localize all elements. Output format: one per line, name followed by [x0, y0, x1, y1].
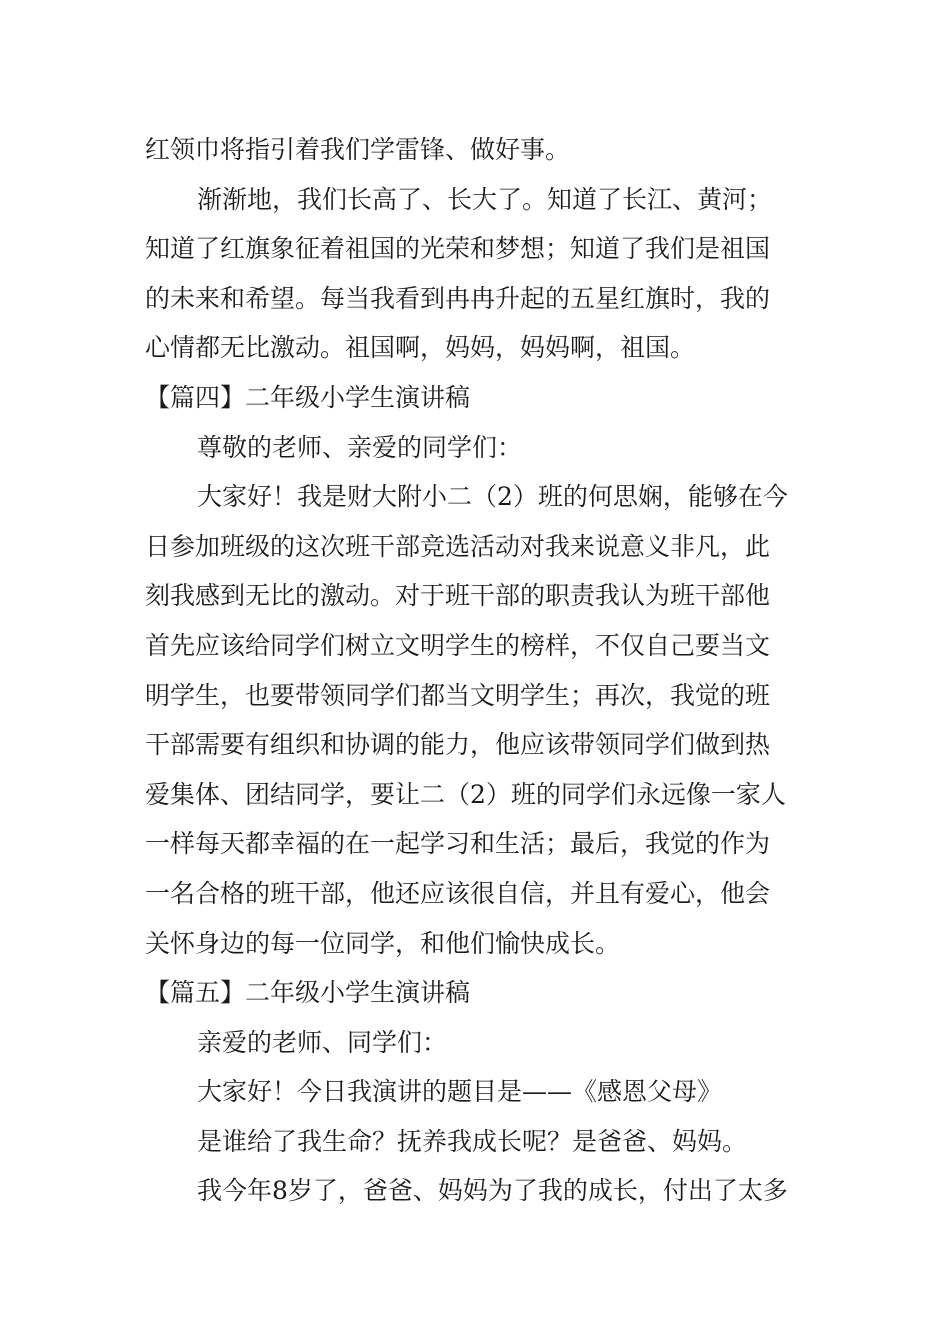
document-body	[145, 125, 815, 1216]
paragraph-line: 日参加班级的这次班干部竞选活动对我来说意义非凡，此	[145, 531, 771, 561]
paragraph-line: 首先应该给同学们树立文明学生的榜样，不仅自己要当文	[145, 630, 771, 660]
salutation-line: 尊敬的老师、亲爱的同学们：	[197, 432, 523, 462]
paragraph-line: 的未来和希望。每当我看到冉冉升起的五星红旗时，我的	[145, 283, 771, 313]
paragraph-line: 红领巾将指引着我们学雷锋、做好事。	[145, 135, 571, 164]
paragraph-line: 知道了红旗象征着祖国的光荣和梦想；知道了我们是祖国	[145, 234, 771, 264]
paragraph-line: 大家好！我是财大附小二（2）班的何思娴，能够在今	[197, 482, 788, 512]
section-heading-4: 【篇四】二年级小学生演讲稿	[145, 382, 471, 412]
paragraph-line: 一样每天都幸福的在一起学习和生活；最后，我觉的作为	[145, 829, 771, 859]
paragraph-line: 一名合格的班干部，他还应该很自信，并且有爱心，他会	[145, 878, 771, 908]
paragraph-line: 是谁给了我生命？抚养我成长呢？是爸爸、妈妈。	[197, 1126, 748, 1156]
paragraph-line: 心情都无比激动。祖国啊，妈妈，妈妈啊，祖国。	[145, 333, 696, 363]
salutation-line: 亲爱的老师、同学们：	[197, 1027, 448, 1057]
paragraph-line: 爱集体、团结同学，要让二（2）班的同学们永远像一家人	[145, 779, 786, 809]
paragraph-line: 我今年8岁了，爸爸、妈妈为了我的成长，付出了太多	[197, 1176, 788, 1206]
paragraph-line: 关怀身边的每一位同学，和他们愉快成长。	[145, 928, 621, 958]
section-heading-5: 【篇五】二年级小学生演讲稿	[145, 978, 471, 1008]
paragraph-line: 渐渐地，我们长高了、长大了。知道了长江、黄河；	[197, 184, 773, 214]
paragraph-line: 干部需要有组织和协调的能力，他应该带领同学们做到热	[145, 730, 771, 760]
paragraph-line: 大家好！今日我演讲的题目是——《感恩父母》	[197, 1077, 723, 1107]
paragraph-line: 明学生，也要带领同学们都当文明学生；再次，我觉的班	[145, 680, 771, 710]
paragraph-line: 刻我感到无比的激动。对于班干部的职责我认为班干部他	[145, 581, 771, 611]
